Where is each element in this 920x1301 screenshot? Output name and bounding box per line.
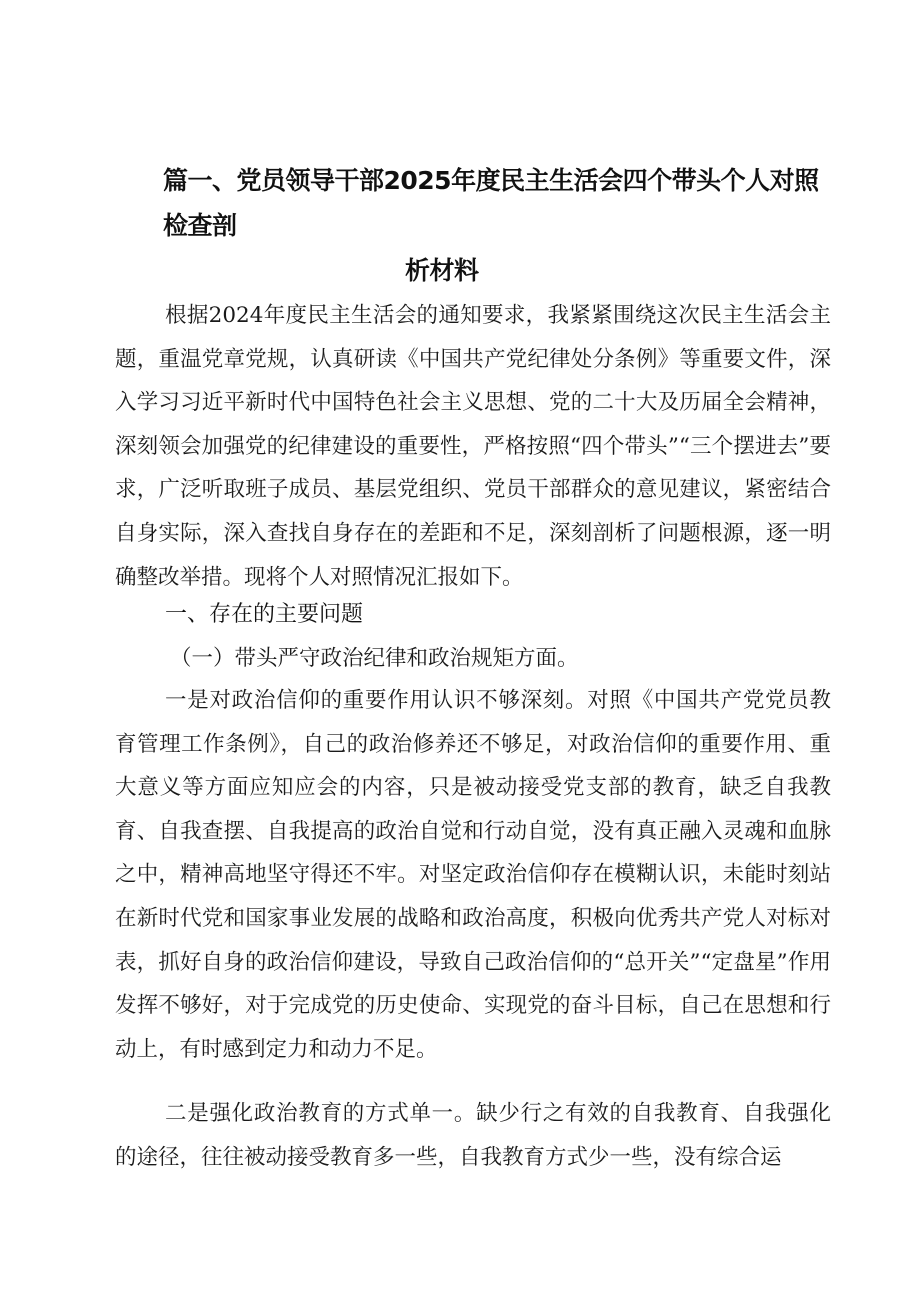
body-paragraph-2: 二是强化政治教育的方式单一。缺少行之有效的自我教育、自我强化的途径，往往被动接受教育多一些，自我教育方式少一些，没有综合运 [115, 1101, 831, 1170]
title-line-2: 析材料 [405, 256, 479, 285]
intro-paragraph: 根据2024年度民主生活会的通知要求，我紧紧围绕这次民主生活会主题，重温党章党规，认真研读《中国共产党纪律处分条例》等重要文件，深入学习习近平新时代中国特色社会主义思想、党的二十大及历届全会精神，深刻领会加强党的纪律建设的重要性，严格按照“四个带头”“三个摆进去”要求，广泛听取班子成员、基层党组织、党员干部群众的意见建议，紧密结合自身实际，深入查找自身存在的差距和不足，深刻剖析了问题根源，逐一明确整改举措。现将个人对照情况汇报如下。 [115, 303, 831, 590]
document-title [163, 158, 843, 293]
title-line-1: 篇一、党员领导干部2025年度民主生活会四个带头个人对照检查剖 [163, 166, 819, 240]
subsection-heading: （一）带头严守政治纪律和政治规矩方面。 [170, 646, 579, 671]
body-paragraph-1: 一是对政治信仰的重要作用认识不够深刻。对照《中国共产党党员教育管理工作条例》，自己的政治修养还不够足，对政治信仰的重要作用、重大意义等方面应知应会的内容，只是被动接受党支部的教育，缺乏自我教育、自我查摆、自我提高的政治自觉和行动自觉，没有真正融入灵魂和血脉之中，精神高地坚守得还不牢。对坚定政治信仰存在模糊认识，未能时刻站在新时代党和国家事业发展的战略和政治高度，积极向优秀共产党人对标对表，抓好自身的政治信仰建设，导致自己政治信仰的“总开关”“定盘星”作用发挥不够好，对于完成党的历史使命、实现党的奋斗目标，自己在思想和行动上，有时感到定力和动力不足。 [115, 688, 831, 1062]
section-heading: 一、存在的主要问题 [165, 602, 364, 627]
